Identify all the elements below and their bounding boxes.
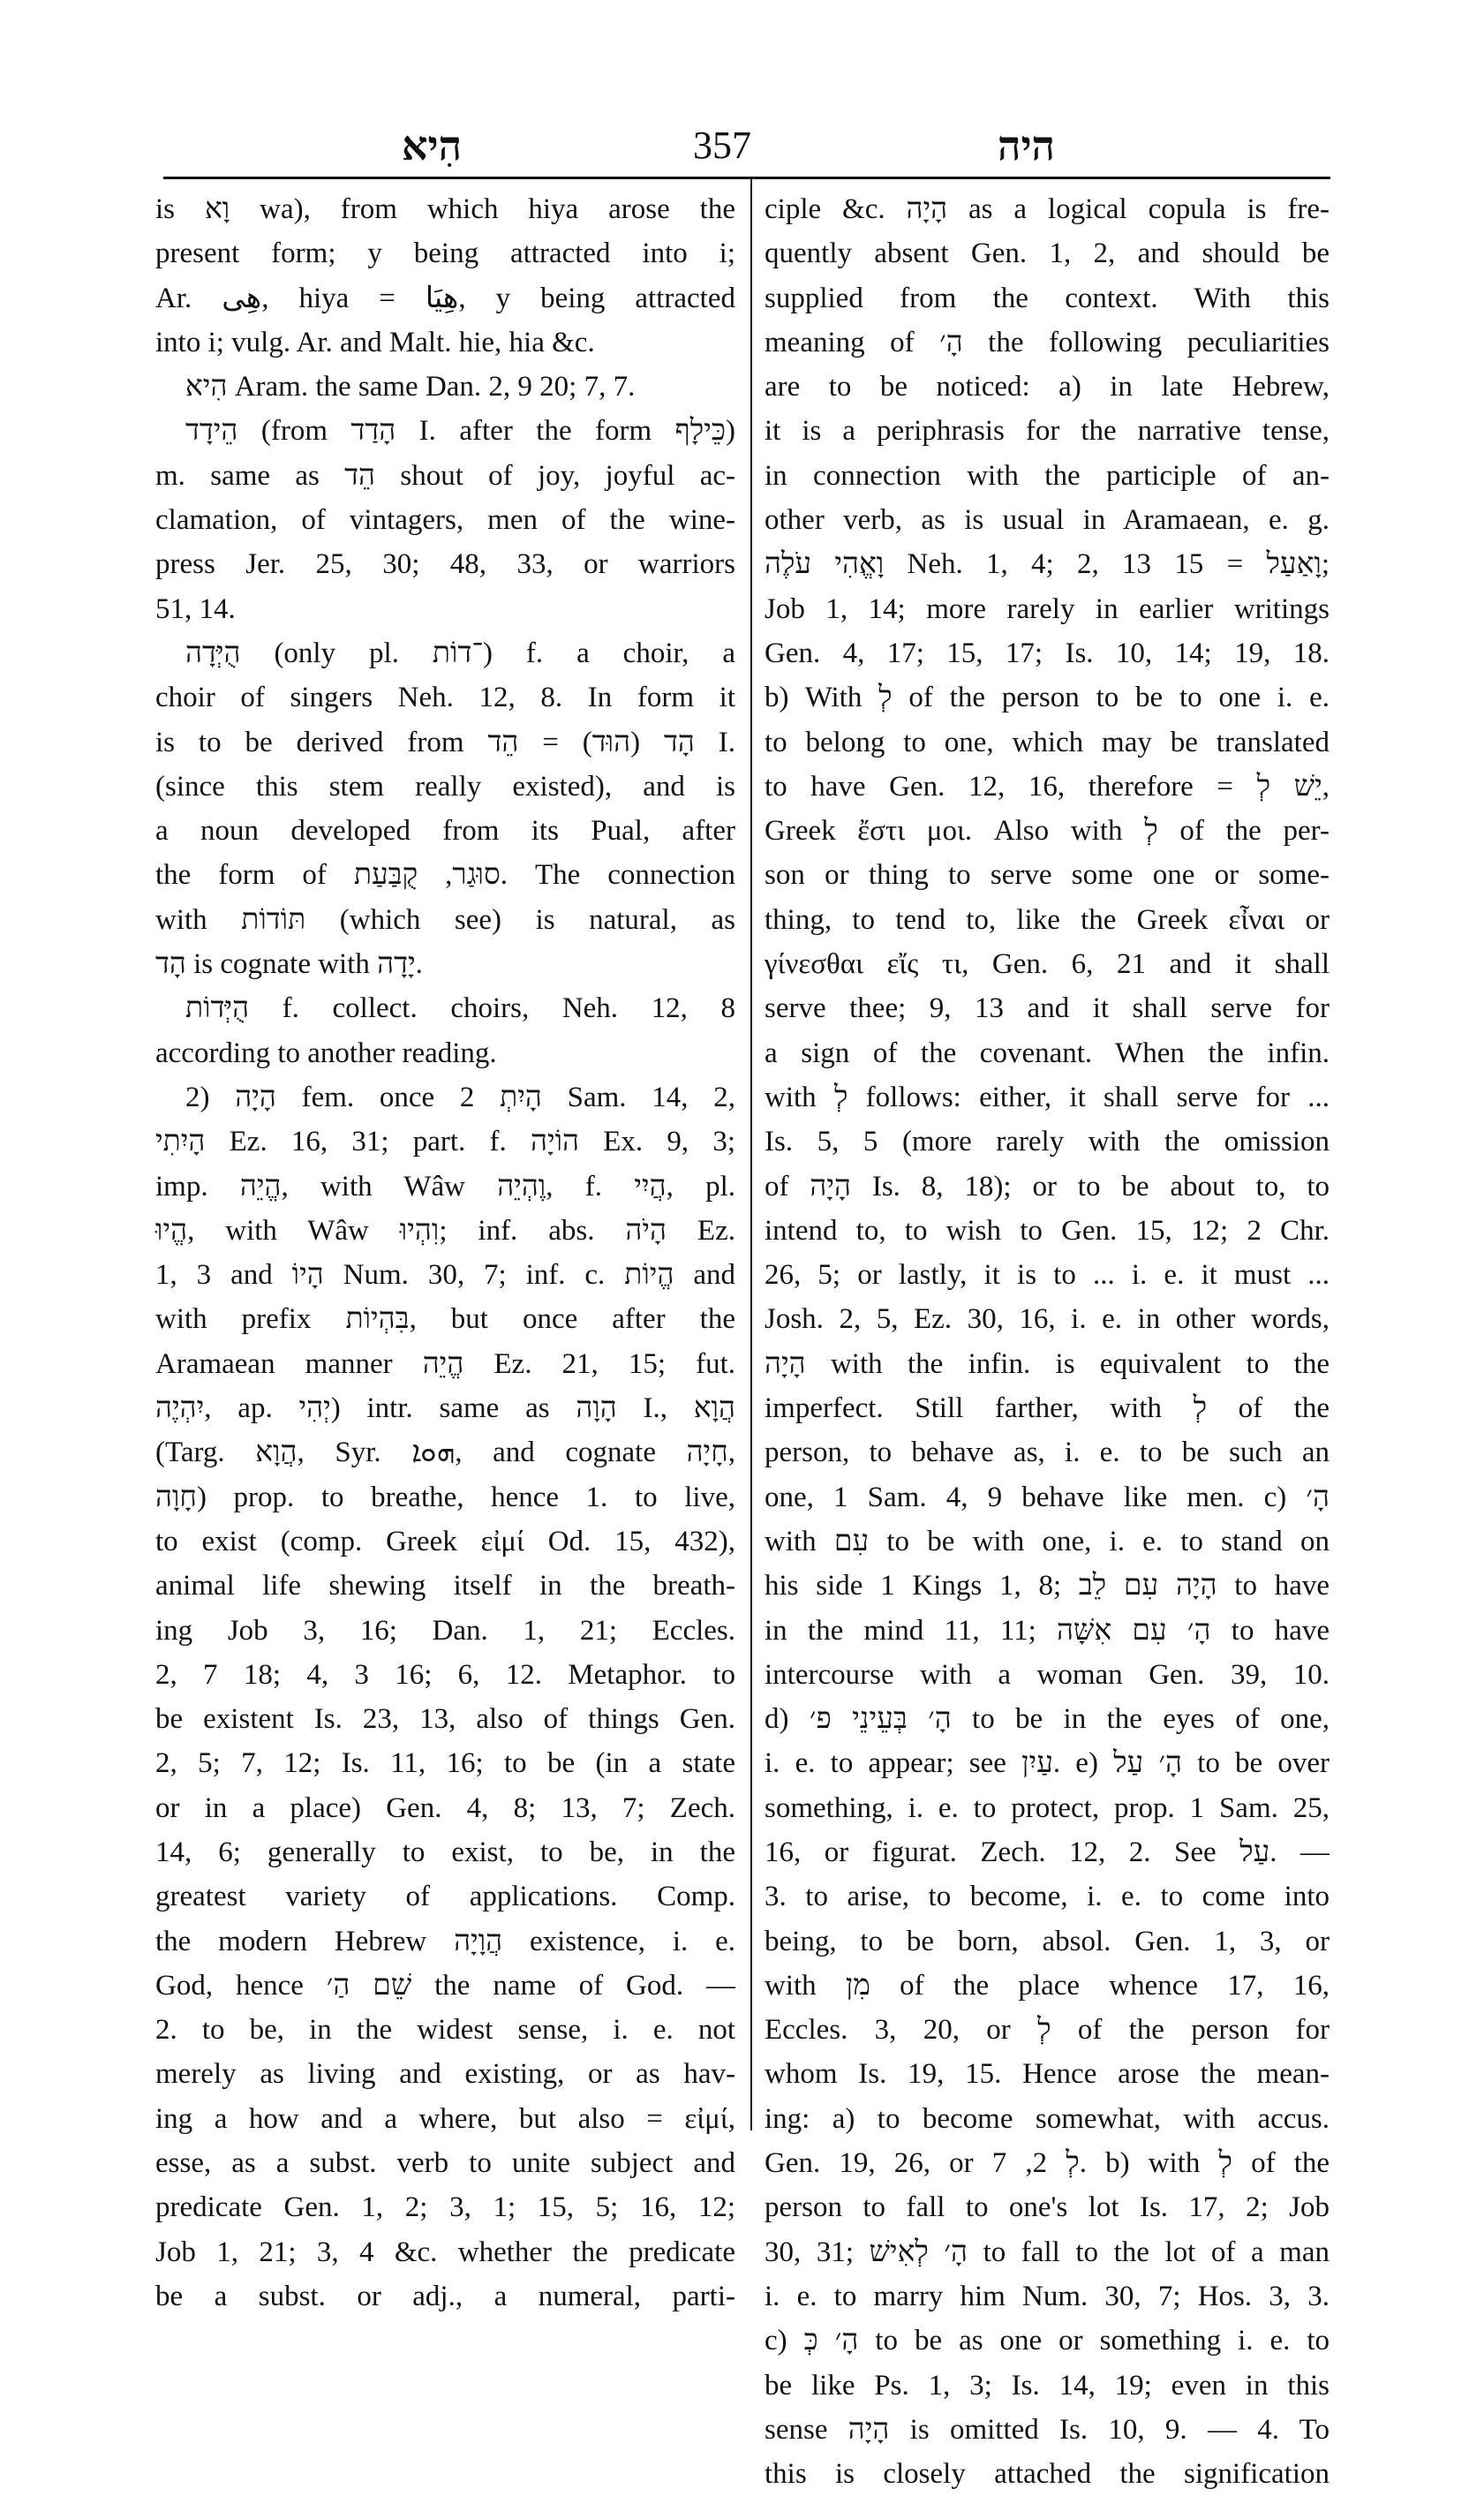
text-line: present form; y being attracted into i; bbox=[155, 238, 735, 270]
text-line: clamation, of vintagers, men of the wine- bbox=[155, 504, 735, 537]
text-line: הָד is cognate with יָדָה. bbox=[155, 948, 423, 981]
text-line: be a subst. or adj., a numeral, parti- bbox=[155, 2280, 735, 2312]
text-line: or in a place) Gen. 4, 8; 13, 7; Zech. bbox=[155, 1791, 735, 1824]
text-line: merely as living and existing, or as hav- bbox=[155, 2058, 735, 2091]
text-line: Is. 5, 5 (more rarely with the omission bbox=[765, 1126, 1330, 1158]
text-line: ing a how and a where, but also = εἰμί, bbox=[155, 2102, 735, 2135]
text-line: a sign of the covenant. When the infin. bbox=[765, 1037, 1330, 1069]
text-line: is to be derived from הָד (הוּד) = הֵד I. bbox=[155, 726, 735, 758]
text-line: 2, 5; 7, 12; Is. 11, 16; to be (in a state bbox=[155, 1747, 735, 1780]
text-line: (Targ. הֲוָא, Syr. ܗܘܐ, and cognate חָיָה, bbox=[155, 1437, 735, 1469]
text-line: הֻיְּדָה (only pl. ־דוֹת) f. a choir, a bbox=[185, 637, 735, 669]
text-line: to have Gen. 12, 16, therefore = יֵשׁ לְ, bbox=[765, 770, 1330, 803]
text-line: הָיָה (2 fem. once הָיִתְ 2 Sam. 14, 2, bbox=[185, 1081, 736, 1113]
text-line: with מִן of the place whence 17, 16, bbox=[765, 1969, 1330, 2002]
text-line: חָוָה) prop. to breathe, hence 1. to live, bbox=[155, 1481, 735, 1513]
text-line: וָאֱהִי עֹלֶה Neh. 1, 4; 2, 13 15 = וָאַעַל; bbox=[765, 548, 1330, 581]
text-line: m. same as הֵד shout of joy, joyful ac- bbox=[155, 459, 735, 492]
text-line: b) With לְ of the person to be to one i. e. bbox=[765, 682, 1330, 714]
text-line: c) הָ׳ כְּ to be as one or something i. e. to bbox=[765, 2325, 1330, 2357]
text-line: quently absent Gen. 1, 2, and should be bbox=[765, 238, 1330, 270]
text-line: son or thing to serve some one or some- bbox=[765, 859, 1330, 892]
text-line: serve thee; 9, 13 and it shall serve for bbox=[765, 992, 1330, 1025]
text-line: his side 1 Kings 1, 8; הָיָה עִם לֵב to have bbox=[765, 1570, 1330, 1602]
text-line: other verb, as is usual in Aramaean, e. g. bbox=[765, 504, 1330, 537]
text-line: person to fall to one's lot Is. 17, 2; Job bbox=[765, 2191, 1330, 2224]
text-line: a noun developed from its Pual, after bbox=[155, 815, 735, 848]
text-line: with עִם to be with one, i. e. to stand on bbox=[765, 1525, 1330, 1557]
text-line: imperfect. Still farther, with לְ of the bbox=[765, 1392, 1330, 1425]
text-line: to exist (comp. Greek εἰμί Od. 15, 432), bbox=[155, 1525, 735, 1557]
text-line: Ar. هِى, hiya = هِيَا, y being attracted bbox=[155, 282, 735, 314]
text-line: sense הָיָה is omitted Is. 10, 9. — 4. To bbox=[765, 2413, 1330, 2446]
text-line: with prefix בִּהְיוֹת, but once after the bbox=[155, 1303, 735, 1336]
text-line: is וָא wa), from which hiya arose the bbox=[155, 193, 735, 225]
text-line: Gen. 4, 17; 15, 17; Is. 10, 14; 19, 18. bbox=[765, 637, 1330, 669]
text-line: הֱיוּ, with Wâw וִהְיוּ; inf. abs. הָיֹה Ez. bbox=[155, 1214, 735, 1247]
text-line: 14, 6; generally to exist, to be, in the bbox=[155, 1836, 735, 1868]
text-line: Job 1, 14; more rarely in earlier writings bbox=[765, 592, 1330, 625]
text-line: ing Job 3, 16; Dan. 1, 21; Eccles. bbox=[155, 1614, 735, 1647]
text-line: greatest variety of applications. Comp. bbox=[155, 1881, 735, 1913]
text-line: the modern Hebrew הֲוָיָה existence, i. e. bbox=[155, 1925, 735, 1957]
text-line: 2. to be, in the widest sense, i. e. not bbox=[155, 2014, 735, 2047]
right-guide-word: היה bbox=[998, 122, 1055, 170]
text-line: 51, 14. bbox=[155, 592, 236, 625]
text-line: meaning of הָ׳ the following peculiarities bbox=[765, 326, 1330, 358]
text-line: being, to be born, absol. Gen. 1, 3, or bbox=[765, 1925, 1330, 1957]
text-line: 26, 5; or lastly, it is to ... i. e. it must ... bbox=[765, 1259, 1330, 1292]
text-line: intercourse with a woman Gen. 39, 10. bbox=[765, 1658, 1330, 1691]
text-line: Josh. 2, 5, Ez. 30, 16, i. e. in other words, bbox=[765, 1303, 1330, 1336]
text-line: person, to behave as, i. e. to be such an bbox=[765, 1437, 1330, 1469]
page-number: 357 bbox=[693, 124, 751, 167]
text-line: esse, as a subst. verb to unite subject and bbox=[155, 2147, 735, 2180]
text-line: ciple &c. הָיָה as a logical copula is fre- bbox=[765, 193, 1330, 225]
text-line: be existent Is. 23, 13, also of things Gen. bbox=[155, 1703, 735, 1736]
left-column bbox=[155, 187, 735, 2319]
text-line: be like Ps. 1, 3; Is. 14, 19; even in this bbox=[765, 2369, 1330, 2402]
text-line: 16, or figurat. Zech. 12, 2. See עַל. — bbox=[765, 1836, 1330, 1868]
text-line: animal life shewing itself in the breath- bbox=[155, 1570, 735, 1602]
text-line: 1, 3 and הָיוֹ Num. 30, 7; inf. c. הֱיוֹת and bbox=[155, 1259, 735, 1292]
text-line: in connection with the participle of an- bbox=[765, 459, 1330, 492]
text-line: 30, 31; הָ׳ לְאִישׁ to fall to the lot of a man bbox=[765, 2236, 1330, 2268]
text-line: Job 1, 21; 3, 4 &c. whether the predicate bbox=[155, 2236, 735, 2268]
text-line: הֵידָד (from הָדַד I. after the form כֵּילָף) bbox=[185, 415, 735, 448]
text-line: (since this stem really existed), and is bbox=[155, 770, 735, 803]
text-line: according to another reading. bbox=[155, 1037, 497, 1069]
text-line: d) הָ׳ בְּעֵינֵי פ׳ to be in the eyes of one, bbox=[765, 1703, 1330, 1736]
text-line: supplied from the context. With this bbox=[765, 282, 1330, 314]
text-line: of הָיָה Is. 8, 18); or to be about to, to bbox=[765, 1170, 1330, 1203]
text-line: with תּוֹדוֹת (which see) is natural, as bbox=[155, 903, 735, 936]
text-line: 3. to arise, to become, i. e. to come into bbox=[765, 1881, 1330, 1913]
text-line: γίνεσθαι εἴς τι, Gen. 6, 21 and it shall bbox=[765, 948, 1330, 981]
text-line: thing, to tend to, like the Greek εἶναι or bbox=[765, 903, 1330, 936]
text-line: one, 1 Sam. 4, 9 behave like men. c) הָ׳ bbox=[765, 1481, 1330, 1513]
text-line: i. e. to marry him Num. 30, 7; Hos. 3, 3. bbox=[765, 2280, 1330, 2312]
text-line: the form of סוּגַר, קֻבַּעַת. The connection bbox=[155, 859, 736, 892]
text-line: יִהְיֶה, ap. יְהִי) intr. same as הָוָה I., הֲוָא bbox=[155, 1392, 735, 1425]
text-line: in the mind 11, 11; הָ׳ עִם אִשָּׁה to have bbox=[765, 1614, 1330, 1647]
text-line: Greek ἔστι μοι. Also with לְ of the per- bbox=[765, 815, 1330, 848]
text-line: something, i. e. to protect, prop. 1 Sam. 25, bbox=[765, 1791, 1330, 1824]
text-line: i. e. to appear; see עַיִן. e) הָ׳ עַל to be over bbox=[765, 1747, 1330, 1780]
text-line: הָיִתִי Ez. 16, 31; part. f. הוֹיָה Ex. 9, 3; bbox=[155, 1126, 735, 1158]
text-line: הָיָה with the infin. is equivalent to the bbox=[765, 1347, 1330, 1380]
text-line: הֻיְּדוֹת f. collect. choirs, Neh. 12, 8 bbox=[185, 992, 735, 1025]
text-line: predicate Gen. 1, 2; 3, 1; 15, 5; 16, 12; bbox=[155, 2191, 735, 2224]
text-line: into i; vulg. Ar. and Malt. hie, hia &c. bbox=[155, 326, 595, 358]
text-line: God, hence שֵׁם הַ׳ the name of God. — bbox=[155, 1969, 736, 2002]
text-line: 2, 7 18; 4, 3 16; 6, 12. Metaphor. to bbox=[155, 1658, 735, 1691]
text-line: Gen. 19, 26, or לְ 2, 7. b) with לְ of the bbox=[765, 2147, 1330, 2180]
text-line: imp. הֱיֵה, with Wâw וֶהְיֵה, f. הֲיִי, pl. bbox=[155, 1170, 735, 1203]
text-line: are to be noticed: a) in late Hebrew, bbox=[765, 371, 1330, 403]
text-line: ing: a) to become somewhat, with accus. bbox=[765, 2102, 1330, 2135]
text-line: to belong to one, which may be translated bbox=[765, 726, 1330, 758]
text-line: it is a periphrasis for the narrative tense, bbox=[765, 415, 1330, 448]
text-line: choir of singers Neh. 12, 8. In form it bbox=[155, 682, 735, 714]
text-line: הִיא Aram. the same Dan. 2, 9 20; 7, 7. bbox=[185, 371, 636, 403]
header-rule bbox=[163, 177, 1330, 179]
text-line: this is closely attached the signification bbox=[765, 2458, 1330, 2491]
column-divider bbox=[750, 179, 752, 2130]
text-line: Aramaean manner הֱיֵה Ez. 21, 15; fut. bbox=[155, 1347, 735, 1380]
right-column bbox=[765, 187, 1330, 2496]
text-line: press Jer. 25, 30; 48, 33, or warriors bbox=[155, 548, 735, 581]
text-line: Eccles. 3, 20, or לְ of the person for bbox=[765, 2014, 1330, 2047]
text-line: intend to, to wish to Gen. 15, 12; 2 Chr. bbox=[765, 1214, 1330, 1247]
text-line: with לְ follows: either, it shall serve for ... bbox=[765, 1081, 1330, 1113]
text-line: whom Is. 19, 15. Hence arose the mean- bbox=[765, 2058, 1330, 2091]
left-guide-word: הִיא bbox=[402, 122, 463, 170]
running-header bbox=[163, 119, 1330, 172]
